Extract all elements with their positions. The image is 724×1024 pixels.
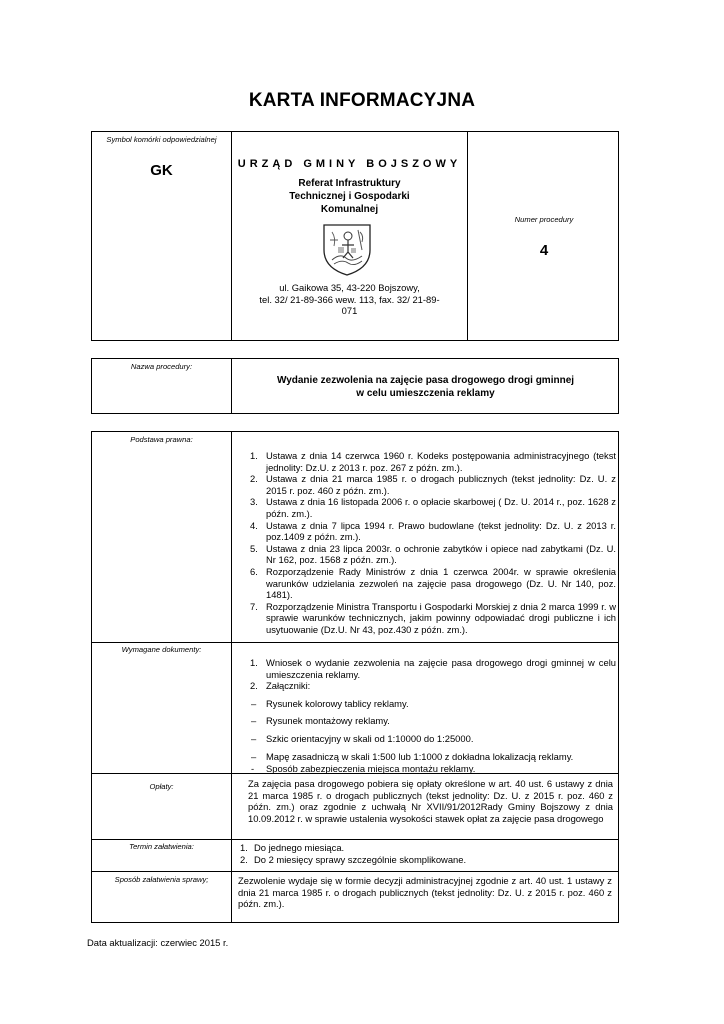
list-item: 6. Rozporządzenie Rady Ministrów z dnia 1 czerwca 2004r. w sprawie określenia warunków udzielania zezwoleń na zajęcie pasa drogowego (Dz. U. Nr 140, poz. 1481).	[250, 565, 616, 601]
procedure-title: Wydanie zezwolenia na zajęcie pasa drogowego drogi gminnej w celu umieszczenia reklamy	[276, 375, 575, 399]
list-item: 3. Ustawa z dnia 16 listopada 2006 r. o opłacie skarbowej ( Dz. U. 2014 r., poz. 1628 z późn. zm.).	[250, 496, 616, 519]
list-item: 1. Ustawa z dnia 14 czerwca 1960 r. Kodeks postępowania administracyjnego (tekst jednolity: Dz.U. z 2013 r. poz. 267 z późn. zm.).	[250, 450, 616, 473]
office-address: ul. Gaikowa 35, 43-220 Bojszowy, tel. 32/ 21-89-366 wew. 113, fax. 32/ 21-89- 071	[259, 282, 440, 317]
procedure-name-label: Nazwa procedury:	[130, 362, 193, 371]
list-item: – Mapę zasadniczą w skali 1:500 lub 1:1000 z dokładna lokalizacją reklamy.	[251, 750, 574, 762]
method-label: Sposób załatwienia sprawy;	[114, 875, 209, 884]
update-date: Data aktualizacji: czerwiec 2015 r.	[87, 937, 229, 948]
list-item: 2. Ustawa z dnia 21 marca 1985 r. o drogach publicznych (tekst jednolity: Dz. U. z 2015 r. poz. 460 z późn. zm.).	[250, 473, 616, 496]
procedure-details-table	[91, 431, 619, 923]
header-box	[91, 131, 619, 341]
attachments-list	[242, 698, 616, 775]
list-item: 4. Ustawa z dnia 7 lipca 1994 r. Prawo budowlane (tekst jednolity: Dz. U. z 2013 r. poz.1409 z późn. zm.).	[250, 519, 616, 543]
required-documents-label: Wymagane dokumenty:	[121, 645, 202, 654]
fees-label: Opłaty:	[149, 782, 174, 791]
list-item: 1. Do jednego miesiąca.	[240, 842, 345, 853]
deadline-label: Termin załatwienia:	[129, 842, 194, 851]
list-item: 7. Rozporządzenie Ministra Transportu i Gospodarki Morskiej z dnia 2 marca 1999 r. w sprawie warunków technicznych, jakim powinny odpowiadać drogi publiczne i ich usytuowanie (Dz.U. Nr 43, poz.430 z późn. zm.).	[250, 600, 616, 635]
fees-text: Za zajęcia pasa drogowego pobiera się opłaty określone w art. 40 ust. 6 ustawy z dnia 21 marca 1985 r. o drogach publicznych (tekst jednolity: Dz. U. z 2015 r. poz. 460 z późn. zm.) oraz zgodnie z uchwałą Nr XVII/91/2012Rady Gminy Bojszowy z dnia 10.09.2012 r. w sprawie ustalenia wysokości stawek opłat za zajęcie pasa drogowego	[248, 778, 613, 825]
department-name: Referat Infrastruktury Technicznej i Gospodarki Komunalnej	[289, 178, 410, 215]
list-item: 2. Do 2 miesięcy sprawy szczególnie skomplikowane.	[240, 853, 467, 865]
coat-of-arms-icon	[318, 220, 376, 278]
legal-basis-label: Podstawa prawna:	[130, 435, 193, 444]
responsible-cell-label: Symbol komórki odpowiedzialnej	[106, 135, 217, 144]
office-block	[237, 158, 462, 216]
deadline-list	[236, 842, 610, 865]
procedure-number: 4	[539, 242, 549, 259]
list-item: – Rysunek montażowy reklamy.	[251, 715, 390, 727]
list-item: – Szkic orientacyjny w skali od 1:10000 do 1:25000.	[251, 732, 474, 744]
office-name: URZĄD GMINY BOJSZOWY	[237, 158, 462, 170]
list-item: - Sposób zabezpieczenia miejsca montażu reklamy.	[251, 763, 476, 775]
method-text: Zezwolenie wydaje się w formie decyzji administracyjnej zgodnie z art. 40 ust. 1 ustawy z dnia 21 marca 1985 r. o drogach publicznych (tekst jednolity: Dz. U. z 2015 r. poz. 460 z późn. zm.).	[238, 875, 612, 910]
list-item: 5. Ustawa z dnia 23 lipca 2003r. o ochronie zabytków i opiece nad zabytkami (Dz. U. Nr 162, poz. 1568 z późn. zm.).	[250, 542, 616, 566]
cell-code: GK	[150, 162, 173, 179]
list-item: 1. Wniosek o wydanie zezwolenia na zajęcie pasa drogowego drogi gminnej w celu umieszczenia reklamy.	[250, 657, 616, 680]
list-item: – Rysunek kolorowy tablicy reklamy.	[251, 697, 409, 709]
list-item: 2. Załączniki:	[250, 680, 311, 692]
procedure-number-label: Numer procedury	[514, 215, 574, 224]
required-documents-list	[242, 657, 616, 775]
page-title: KARTA INFORMACYJNA	[248, 90, 476, 111]
legal-basis-list	[242, 450, 616, 636]
procedure-name-box	[91, 358, 619, 414]
